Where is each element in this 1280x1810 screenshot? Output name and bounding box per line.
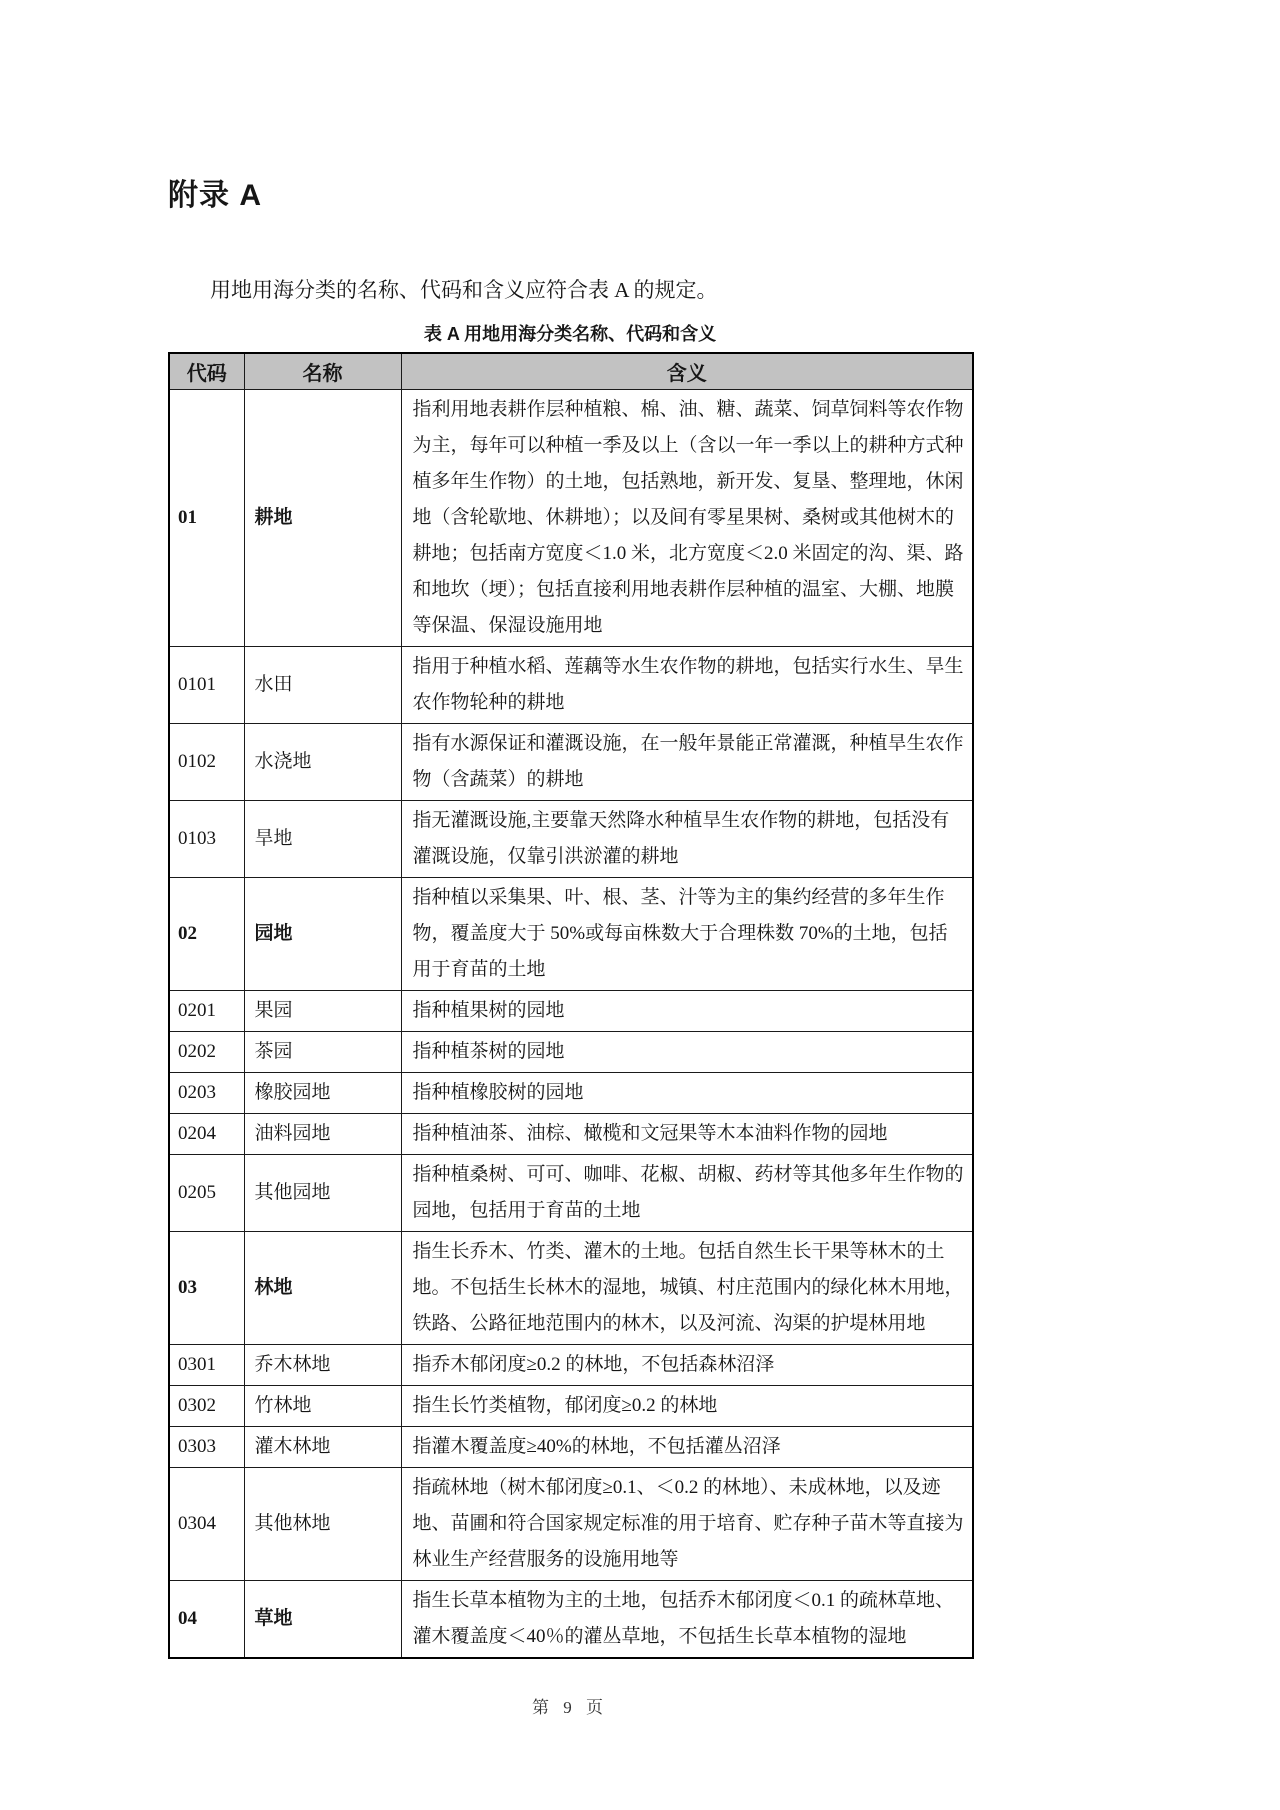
table-row	[169, 1344, 973, 1385]
table-row	[169, 1426, 973, 1467]
table-row	[169, 1385, 973, 1426]
cell-name: 竹林地	[244, 1385, 401, 1426]
cell-code: 04	[169, 1580, 244, 1658]
cell-code: 0203	[169, 1072, 244, 1113]
cell-code: 0101	[169, 646, 244, 723]
cell-code: 0102	[169, 723, 244, 800]
table-row	[169, 1580, 973, 1658]
header-meaning: 含义	[401, 353, 973, 389]
table-row	[169, 1072, 973, 1113]
intro-paragraph: 用地用海分类的名称、代码和含义应符合表 A 的规定。	[210, 278, 718, 302]
table-row	[169, 877, 973, 990]
cell-code: 01	[169, 389, 244, 646]
cell-code: 0301	[169, 1344, 244, 1385]
cell-code: 02	[169, 877, 244, 990]
table-row	[169, 1154, 973, 1231]
table-header-row	[169, 353, 973, 389]
table-caption: 表 A 用地用海分类名称、代码和含义	[423, 324, 717, 344]
cell-name: 水田	[244, 646, 401, 723]
cell-meaning: 指无灌溉设施,主要靠天然降水种植旱生农作物的耕地，包括没有灌溉设施，仅靠引洪淤灌的耕地	[401, 800, 973, 877]
cell-name: 水浇地	[244, 723, 401, 800]
page-number: 第 9 页	[532, 1697, 608, 1717]
table-body	[169, 389, 973, 1658]
cell-name: 旱地	[244, 800, 401, 877]
cell-code: 0201	[169, 990, 244, 1031]
cell-code: 0202	[169, 1031, 244, 1072]
cell-code: 0204	[169, 1113, 244, 1154]
cell-name: 园地	[244, 877, 401, 990]
table-row	[169, 990, 973, 1031]
cell-meaning: 指种植茶树的园地	[401, 1031, 973, 1072]
cell-code: 0304	[169, 1467, 244, 1580]
cell-meaning: 指种植以采集果、叶、根、茎、汁等为主的集约经营的多年生作物，覆盖度大于 50%或每亩株数大于合理株数 70%的土地，包括用于育苗的土地	[401, 877, 973, 990]
cell-name: 乔木林地	[244, 1344, 401, 1385]
cell-meaning: 指灌木覆盖度≥40%的林地，不包括灌丛沼泽	[401, 1426, 973, 1467]
table-row	[169, 1467, 973, 1580]
cell-code: 0205	[169, 1154, 244, 1231]
cell-meaning: 指种植油茶、油棕、橄榄和文冠果等木本油料作物的园地	[401, 1113, 973, 1154]
cell-meaning: 指有水源保证和灌溉设施，在一般年景能正常灌溉，种植旱生农作物（含蔬菜）的耕地	[401, 723, 973, 800]
cell-meaning: 指用于种植水稻、莲藕等水生农作物的耕地，包括实行水生、旱生农作物轮种的耕地	[401, 646, 973, 723]
cell-meaning: 指利用地表耕作层种植粮、棉、油、糖、蔬菜、饲草饲料等农作物为主，每年可以种植一季及以上（含以一年一季以上的耕种方式种植多年生作物）的土地，包括熟地，新开发、复垦、整理地，休闲地（含轮歇地、休耕地）；以及间有零星果树、桑树或其他树木的耕地；包括南方宽度＜1.0 米，北方宽度＜2.0 米固定的沟、渠、路和地坎（埂）；包括直接利用地表耕作层种植的温室、大棚、地膜等保温、保湿设施用地	[401, 389, 973, 646]
table-row	[169, 1113, 973, 1154]
cell-meaning: 指生长草本植物为主的土地，包括乔木郁闭度＜0.1 的疏林草地、灌木覆盖度＜40％的灌丛草地，不包括生长草本植物的湿地	[401, 1580, 973, 1658]
cell-name: 其他园地	[244, 1154, 401, 1231]
cell-name: 草地	[244, 1580, 401, 1658]
cell-code: 0103	[169, 800, 244, 877]
cell-name: 其他林地	[244, 1467, 401, 1580]
cell-name: 果园	[244, 990, 401, 1031]
cell-meaning: 指种植桑树、可可、咖啡、花椒、胡椒、药材等其他多年生作物的园地，包括用于育苗的土地	[401, 1154, 973, 1231]
cell-name: 林地	[244, 1231, 401, 1344]
cell-code: 0302	[169, 1385, 244, 1426]
cell-name: 橡胶园地	[244, 1072, 401, 1113]
table-row	[169, 1231, 973, 1344]
cell-name: 茶园	[244, 1031, 401, 1072]
table-row	[169, 800, 973, 877]
appendix-title: 附录 A	[168, 179, 262, 212]
cell-code: 03	[169, 1231, 244, 1344]
header-code: 代码	[169, 353, 244, 389]
table-row	[169, 723, 973, 800]
table-row	[169, 646, 973, 723]
cell-meaning: 指种植果树的园地	[401, 990, 973, 1031]
header-name: 名称	[244, 353, 401, 389]
cell-meaning: 指乔木郁闭度≥0.2 的林地，不包括森林沼泽	[401, 1344, 973, 1385]
table-row	[169, 389, 973, 646]
cell-name: 耕地	[244, 389, 401, 646]
table-row	[169, 1031, 973, 1072]
cell-meaning: 指生长竹类植物，郁闭度≥0.2 的林地	[401, 1385, 973, 1426]
cell-meaning: 指生长乔木、竹类、灌木的土地。包括自然生长干果等林木的土地。不包括生长林木的湿地，城镇、村庄范围内的绿化林木用地，铁路、公路征地范围内的林木，以及河流、沟渠的护堤林用地	[401, 1231, 973, 1344]
cell-name: 灌木林地	[244, 1426, 401, 1467]
cell-name: 油料园地	[244, 1113, 401, 1154]
classification-table	[168, 352, 974, 1659]
cell-meaning: 指疏林地（树木郁闭度≥0.1、＜0.2 的林地）、未成林地，以及迹地、苗圃和符合国家规定标准的用于培育、贮存种子苗木等直接为林业生产经营服务的设施用地等	[401, 1467, 973, 1580]
cell-meaning: 指种植橡胶树的园地	[401, 1072, 973, 1113]
cell-code: 0303	[169, 1426, 244, 1467]
